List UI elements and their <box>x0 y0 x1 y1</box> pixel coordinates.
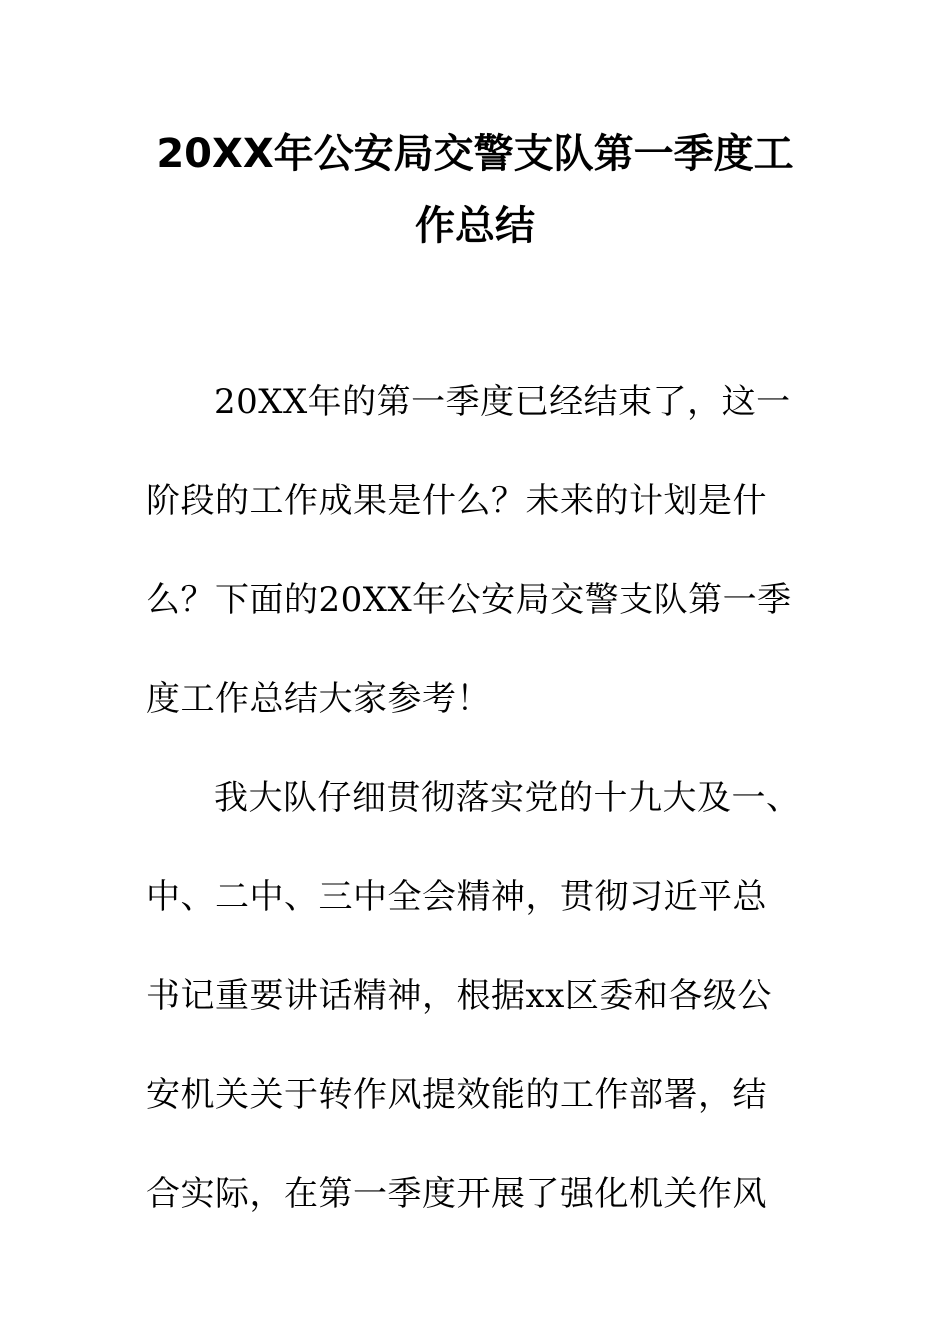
document-title-line-2: 作总结 <box>415 203 535 249</box>
paragraph-2-line-5: 合实际，在第一季度开展了强化机关作风 <box>146 1174 767 1214</box>
paragraph-1-line-1: 20XX年的第一季度已经结束了，这一 <box>214 382 791 422</box>
paragraph-1-line-2: 阶段的工作成果是什么？未来的计划是什 <box>146 481 767 521</box>
paragraph-1-line-3: 么？下面的20XX年公安局交警支队第一季 <box>146 580 792 620</box>
paragraph-2-line-2: 中、二中、三中全会精神，贯彻习近平总 <box>146 877 767 917</box>
document-title-line-1: 20XX年公安局交警支队第一季度工 <box>156 131 794 177</box>
paragraph-1-line-4: 度工作总结大家参考！ <box>146 679 491 719</box>
paragraph-2-line-3: 书记重要讲话精神，根据xx区委和各级公 <box>146 976 772 1016</box>
paragraph-2-line-1: 我大队仔细贯彻落实党的十九大及一、 <box>214 778 801 818</box>
paragraph-2-line-4: 安机关关于转作风提效能的工作部署，结 <box>146 1075 767 1115</box>
